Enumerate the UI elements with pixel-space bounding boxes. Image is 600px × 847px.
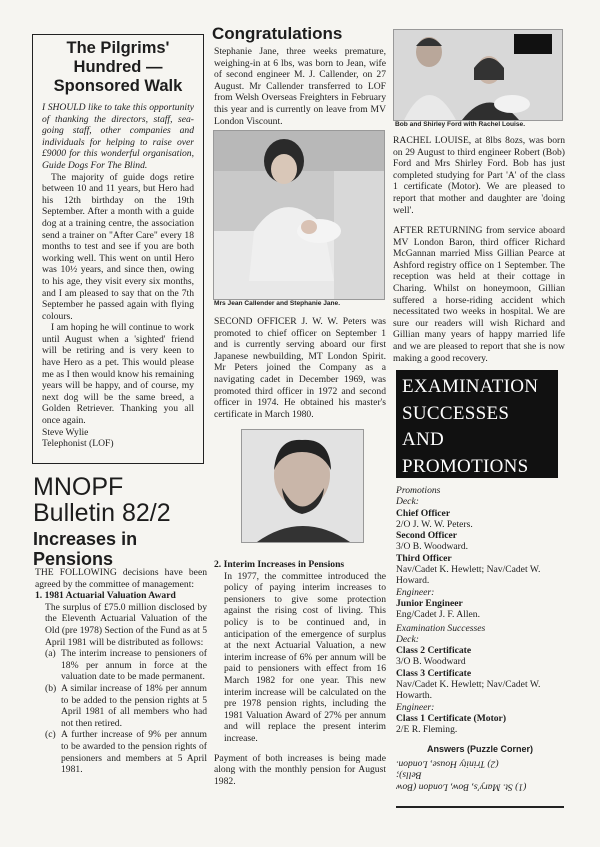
pilgrims-title-2: Hundred — xyxy=(73,58,163,76)
chief-officer-heading: Chief Officer xyxy=(396,507,451,519)
junior-engineer-name: Eng/Cadet J. F. Allen. xyxy=(396,609,480,621)
mnopf-column-2 xyxy=(214,559,386,787)
ford-caption: Bob and Shirley Ford with Rachel Louise. xyxy=(395,121,526,128)
exam-banner-line-4: PROMOTIONS xyxy=(402,455,529,477)
promotions-label: Promotions xyxy=(396,485,441,496)
mnopf-column-1 xyxy=(35,567,207,776)
mnopf-bulletin-number: Bulletin 82/2 xyxy=(33,499,171,527)
ford-family-photo xyxy=(393,29,563,121)
mnopf-heading-1: 1. 1981 Actuarial Valuation Award xyxy=(35,590,176,602)
promotions-deck-label: Deck: xyxy=(396,496,419,508)
exam-banner-line-1: EXAMINATION xyxy=(402,376,539,397)
answers-upside-down-text xyxy=(396,758,564,793)
exam-list xyxy=(396,485,564,736)
pilgrims-para-1: The majority of guide dogs retire between 10 and 11 years, but Hero had his 12th birthday on the 19th September. After a month with a guide dog at a training centre, the association send a trainer on "After Care" every 18 months to test and see if you are both working well. This went on until Hero was 10½ years, and since then, owing to his age, they visit every six months, and I am pleased to say that on the 7th September he passed again with flying colours. xyxy=(42,171,194,322)
answers-line-3: (2) Trinity House, London. xyxy=(396,758,499,770)
mnopf-heading xyxy=(33,474,213,569)
exam-successes-label: Examination Successes xyxy=(396,622,486,634)
congrats-peters-text: SECOND OFFICER J. W. W. Peters was promoted to chief officer on September 1 and is currently serving aboard our first Japanese newbuilding, MT London Spirit. Mr Peters joined the Company as a navigating cadet in December 1969, was promoted third officer in 1972 and second officer in 1974. He obtained his master's certificate in March 1980. xyxy=(214,316,386,420)
answers-title: Answers (Puzzle Corner) xyxy=(426,744,534,754)
pilgrims-title-1: The Pilgrims' xyxy=(66,39,170,57)
mnopf-subtitle-1: Increases in xyxy=(33,529,138,549)
second-officer-name: 3/O B. Woodward. xyxy=(396,541,469,553)
answers-box xyxy=(396,744,564,804)
congrats-baron-block xyxy=(393,225,565,364)
congrats-peters-block xyxy=(214,316,386,420)
mnopf-intro: THE FOLLOWING decisions have been agreed by the committee of management: xyxy=(35,567,207,590)
mnopf-item-b: (b) A similar increase of 18% per annum to be added to the pension rights at 5 April 1981 of all members who had not then retired. xyxy=(45,682,207,729)
second-officer-heading: Second Officer xyxy=(396,530,458,542)
congratulations-title: Congratulations xyxy=(212,24,343,43)
congrats-stephanie-text: Stephanie Jane, three weeks premature, weighing-in at 6 lbs, was born to Jean, wife of second engineer M. J. Callender, on 27 August. Mr Callender transferred to LOF from Welsh Overseas Freighters in February this year and is currently on leave from MV London Viscount. xyxy=(214,46,386,127)
mnopf-item-c: (c) A further increase of 9% per annum to be awarded to the pension rights of pensioners and members at 5 April 1981. xyxy=(45,729,207,776)
pilgrims-signature-role: Telephonist (LOF) xyxy=(42,438,114,450)
junior-engineer-heading: Junior Engineer xyxy=(396,597,463,609)
mnopf-title: MNOPF xyxy=(33,473,124,501)
peters-portrait-photo xyxy=(241,429,364,543)
pilgrims-intro: I SHOULD like to take this opportunity of thanking the directors, staff, sea-going staff, other companies and individuals for helping to raise over £9000 for this wonderful organisation, Guide Dogs For The Blind. xyxy=(42,102,194,171)
callender-photo xyxy=(213,130,385,300)
chief-officer-name: 2/O J. W. W. Peters. xyxy=(396,518,473,530)
exam-banner-line-3: AND xyxy=(402,429,445,450)
pilgrims-box xyxy=(32,34,204,464)
mnopf-heading-2: 2. Interim Increases in Pensions xyxy=(214,559,345,570)
congrats-baron-text: AFTER RETURNING from service aboard MV London Baron, third officer Richard McGannan married Miss Gillian Pearce at Ashford registry office on 1 September. The reception was held at their cottage in Charing. Whilst on honeymoon, Gillian suffered a horse-riding accident which necessitated two weeks in hospital. We are sure our readers will wish Richard and Gillian many years of happy married life and we are pleased to report that she is now making a good recovery. xyxy=(393,225,565,364)
third-officer-heading: Third Officer xyxy=(396,552,452,564)
class2-name: 3/O B. Woodward xyxy=(396,656,466,668)
pilgrims-title-3: Sponsored Walk xyxy=(53,77,183,95)
answers-bottom-rule xyxy=(396,806,564,808)
pilgrims-para-2: I am hoping he will continue to work until August when a 'sighted' friend will be retiring and is very keen to have Hero as a pet. This would please me as I then would know his remaining years will be happy, and of course, my next dog will be the same breed, a Golden Retriever. Thanking you all once again. xyxy=(42,322,194,427)
mnopf-item-a: (a) The interim increase to pensioners of 18% per annum in force at the valuation date to be made permanent. xyxy=(45,648,207,683)
third-officer-name: Nav/Cadet K. Hewlett; Nav/Cadet W. Howard. xyxy=(396,564,541,587)
exam-successes-banner xyxy=(396,370,558,478)
mnopf-para-1: The surplus of £75.0 million disclosed by the Eleventh Actuarial Valuation of the Old (pre 1978) Section of the Fund as at 5 April 1981 will be distributed as follows: xyxy=(45,601,207,648)
class1-name: 2/E R. Fleming. xyxy=(396,724,458,736)
pilgrims-signature-name: Steve Wylie xyxy=(42,426,89,438)
answers-line-2: Bells); xyxy=(396,770,422,781)
congrats-rachel-text: RACHEL LOUISE, at 8lbs 8ozs, was born on 29 August to third engineer Robert (Bob) Ford and Mrs Shirley Ford. Bob has just completed studying for Part 'A' of the class 1 certificate (Motor). We are pleased to report that mother and daughter are 'doing well'. xyxy=(393,135,565,216)
answers-line-1: (1) St. Mary's, Bow, London (Bow xyxy=(396,781,527,793)
class3-name: Nav/Cadet K. Hewlett; Nav/Cadet W. Howarth. xyxy=(396,679,541,702)
mnopf-para-3: Payment of both increases is being made along with the monthly pension for August 1982. xyxy=(214,752,386,787)
mnopf-subtitle-2: Pensions xyxy=(33,549,114,569)
class2-heading: Class 2 Certificate xyxy=(396,645,472,657)
callender-caption: Mrs Jean Callender and Stephanie Jane. xyxy=(214,300,341,307)
exams-engineer-label: Engineer: xyxy=(396,701,435,713)
exams-deck-label: Deck: xyxy=(396,633,419,645)
congrats-stephanie-block xyxy=(214,46,386,127)
class1-heading: Class 1 Certificate (Motor) xyxy=(396,712,507,724)
congrats-rachel-block xyxy=(393,135,565,216)
mnopf-para-2: In 1977, the committee introduced the policy of paying interim increases to pensioners to give some protection against the rising cost of living. This policy is to be continued and, in anticipation of the emergence of surplus at the next Actuarial Valuation, a new interim increase of 6% per annum will be paid to pensioners with effect from 16 March 1982 for one year. This new interim increase will be calculated on the pre 1978 pension rights, including the 1981 Valuation Award of 27% per annum and will replace the present interim increase. xyxy=(224,570,386,744)
exam-banner-line-2: SUCCESSES xyxy=(402,402,510,424)
promotions-engineer-label: Engineer: xyxy=(396,586,435,598)
class3-heading: Class 3 Certificate xyxy=(396,667,472,679)
